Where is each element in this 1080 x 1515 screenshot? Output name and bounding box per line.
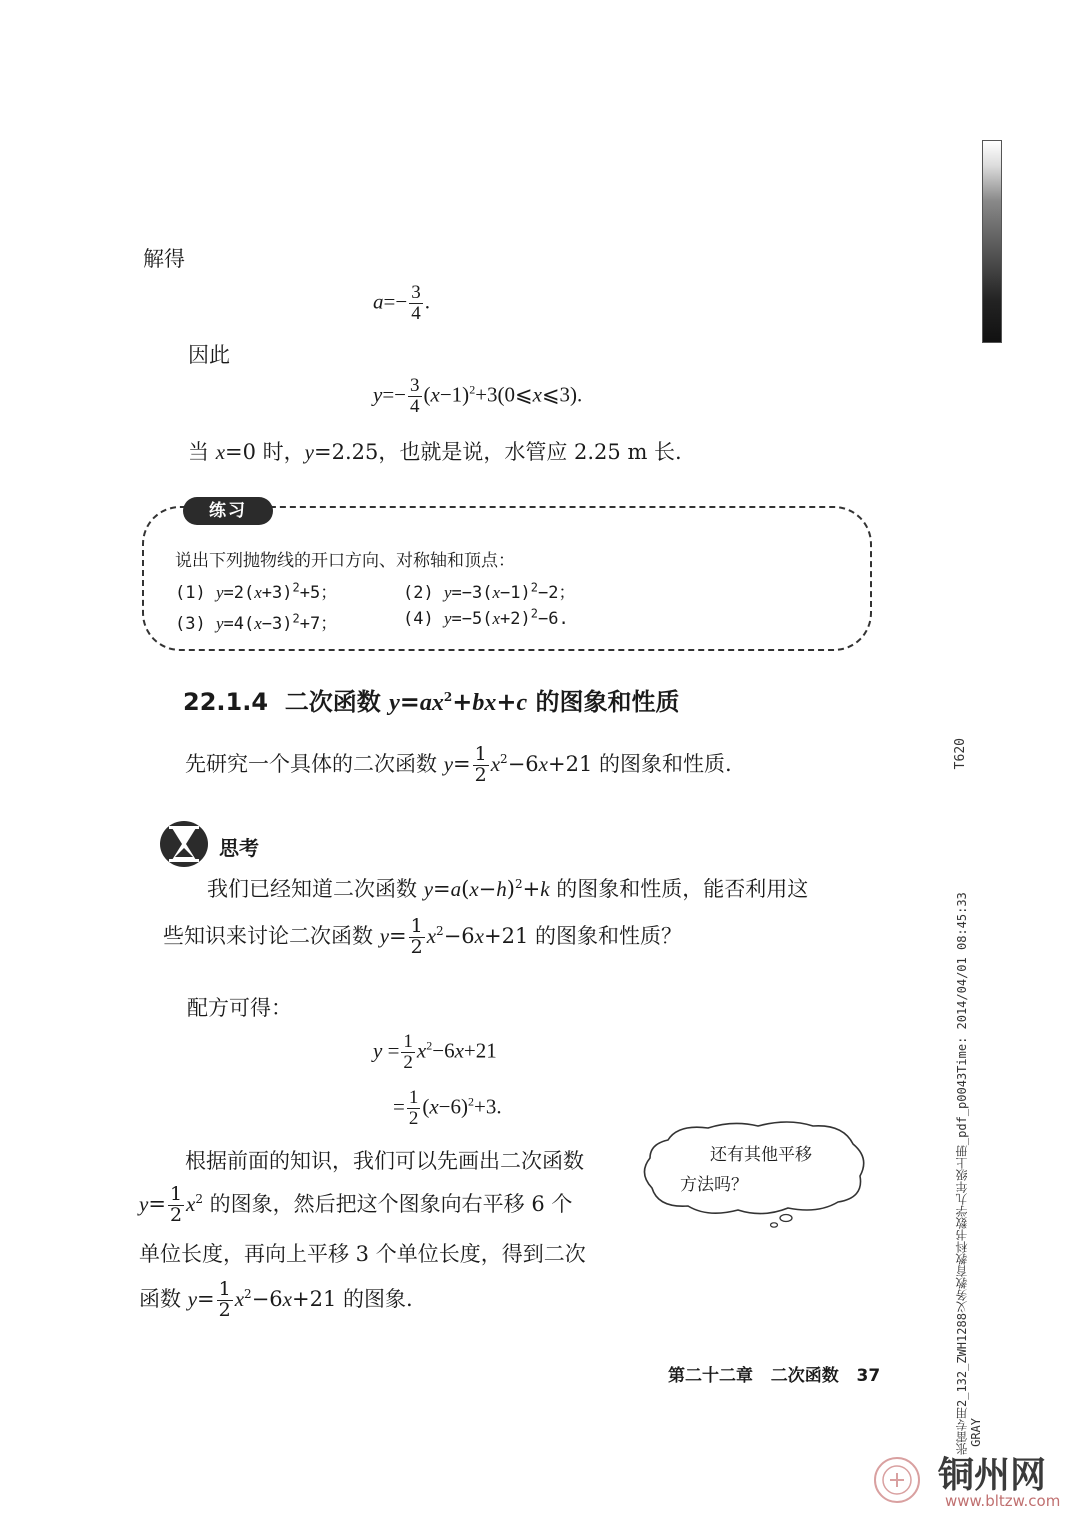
para-line-3: 单位长度，再向上平移 3 个单位长度，得到二次 [139,1242,586,1266]
para-line-1: 根据前面的知识，我们可以先画出二次函数 [185,1149,584,1173]
equation-a: a=− $\frac{3}{4}$ . [373,282,430,324]
seal-icon [872,1455,922,1505]
section-heading: 22.1.4 二次函数 $y=ax^2+bx+c$ 的图象和性质 [183,687,680,716]
solve-label: 解得 [143,247,185,271]
equation-y: y=− $\frac{3}{4}$ $(x-1)^2+3(0⩽x⩽3)$. [373,375,583,417]
exercise-item-1: (1) $y=2(x+3)^2+5$； [175,580,338,603]
thought-bubble [638,1118,870,1230]
hourglass-icon [158,819,210,869]
think-line-2: 些知识来讨论二次函数 y= $\frac{1}{2}$ $x^2-6x+21$ 的图象和性质？ [163,915,682,958]
think-line-1: 我们已经知道二次函数 $y=a(x-h)^2+k$ 的图象和性质，能否利用这 [207,877,809,901]
think-label: 思考 [219,836,259,860]
para-line-2: y= $\frac{1}{2}$ $x^2$ 的图象，然后把这个图象向右平移 6 个 [139,1183,573,1226]
bubble-line-1: 还有其他平移 [710,1145,812,1165]
intro-line: 先研究一个具体的二次函数 y= $\frac{1}{2}$ $x^2-6x+21$ 的图象和性质. [185,743,732,786]
therefore-label: 因此 [188,343,230,367]
margin-code: T620 [953,738,968,770]
gray-scale-bar [982,140,1002,343]
exercise-item-4: (4) $y=-5(x+2)^2-6$. [403,606,569,629]
exercise-prompt: 说出下列抛物线的开口方向、对称轴和顶点： [175,551,515,571]
watermark-url: www.bltzw.com [945,1492,1061,1510]
margin-gray-label: GRAY [969,1418,983,1447]
derivation-line-2: = $\frac{1}{2}$ $(x-6)^2+3$. [393,1087,502,1129]
watermark-site: 铜州网 [938,1455,1047,1496]
exercise-tag: 练习 [183,497,273,525]
margin-file-info: 张雷专用2_132_ZWH1288义务教育教科书数学九年级上册_pdf_p0043Time: 2014/04/01 08:45:33 [955,892,969,1455]
exercise-item-2: (2) $y=-3(x-1)^2-2$； [403,580,576,603]
complete-square-label: 配方可得： [187,996,292,1020]
para-line-4: 函数 y= $\frac{1}{2}$ $x^2-6x+21$ 的图象. [139,1278,413,1321]
exercise-item-3: (3) $y=4(x-3)^2+7$； [175,611,338,634]
bubble-line-2: 方法吗？ [680,1175,748,1195]
when-line: 当 x=0 时，y=2.25，也就是说，水管应 2.25 m 长. [188,440,682,464]
page-number: 37 [856,1366,881,1386]
derivation-line-1: y = $\frac{1}{2}$ $x^2-6x+21$ [373,1031,497,1073]
page-footer: 第二十二章 二次函数 37 [668,1366,881,1386]
